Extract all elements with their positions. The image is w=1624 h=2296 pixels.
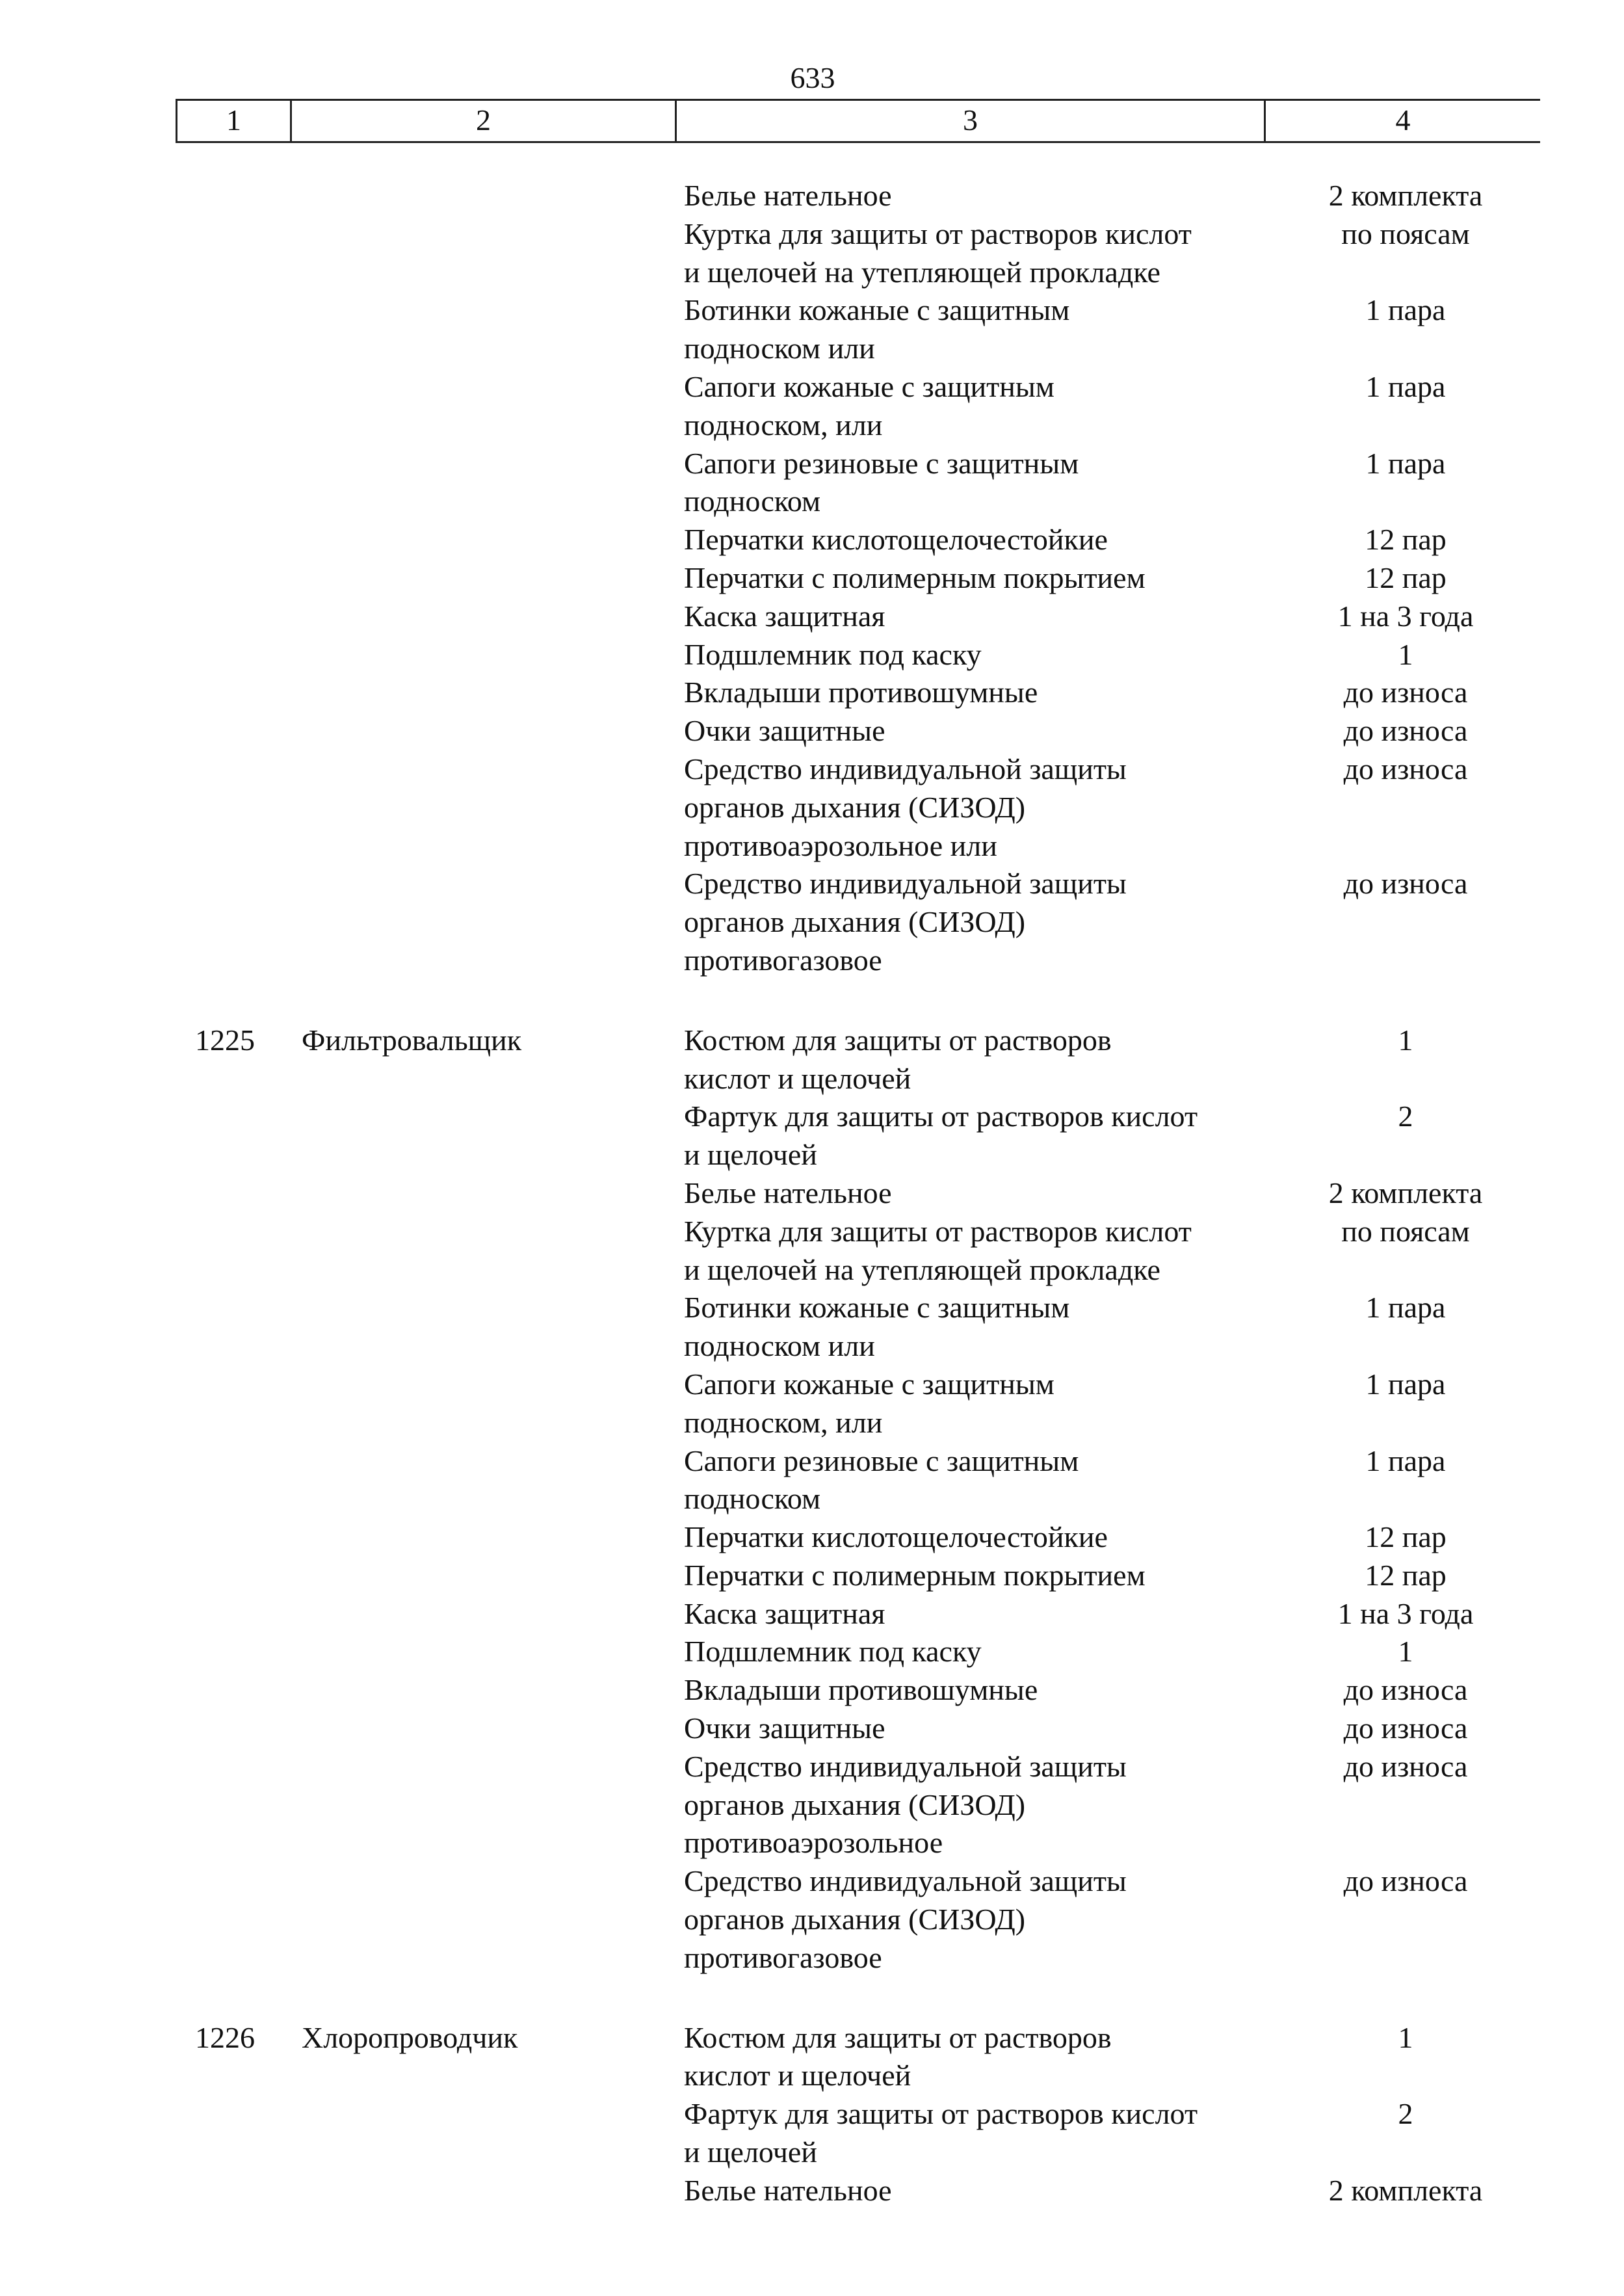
ppe-item-name: Белье нательное [684, 2173, 892, 2207]
ppe-item-name: Средство индивидуальной защиты органов дыхания (СИЗОД) противоаэрозольное [684, 1749, 1127, 1860]
table-header [176, 99, 1540, 143]
header-col-1: 1 [177, 101, 292, 141]
ppe-issue-norm: 2 комплекта [1328, 1176, 1483, 1209]
table-row [0, 521, 1624, 559]
table-row [0, 674, 1624, 712]
ppe-issue-norm: 1 [1398, 637, 1413, 671]
ppe-issue-norm: до износа [1343, 676, 1468, 709]
ppe-item-name: Вкладыши противошумные [684, 676, 1038, 709]
ppe-item-name: Костюм для защиты от растворов кислот и щелочей [684, 2020, 1112, 2092]
table-row [0, 636, 1624, 674]
table-row [0, 1098, 1624, 1174]
table-row [0, 1518, 1624, 1557]
table-row [0, 368, 1624, 445]
ppe-item-name: Сапоги резиновые с защитным подноском [684, 1444, 1079, 1516]
table-row [0, 1289, 1624, 1366]
ppe-issue-norm: 2 [1398, 2097, 1413, 2131]
ppe-item-name: Перчатки с полимерным покрытием [684, 1558, 1146, 1592]
ppe-item-name: Фартук для защиты от растворов кислот и щелочей [684, 2097, 1198, 2169]
ppe-item-name: Средство индивидуальной защиты органов дыхания (СИЗОД) противогазовое [684, 1864, 1127, 1974]
ppe-item-name: Сапоги резиновые с защитным подноском [684, 446, 1079, 518]
block-rows [0, 2019, 1624, 2210]
ppe-issue-norm: по поясам [1341, 1214, 1470, 1248]
table-row [0, 1213, 1624, 1289]
ppe-issue-norm: 1 пара [1365, 446, 1446, 480]
ppe-item-name: Сапоги кожаные с защитным подноском, или [684, 369, 1054, 442]
ppe-issue-norm: 2 [1398, 1100, 1413, 1133]
ppe-issue-norm: до износа [1343, 752, 1468, 785]
profession-block-1225 [0, 1022, 1624, 1977]
block-rows [0, 1022, 1624, 1977]
ppe-item-name: Куртка для защиты от растворов кислот и щелочей на утепляющей прокладке [684, 217, 1192, 289]
profession-block-1226 [0, 2019, 1624, 2210]
table-row [0, 1174, 1624, 1213]
ppe-issue-norm: до износа [1343, 1673, 1468, 1707]
table-row [0, 2095, 1624, 2172]
table-row [0, 1748, 1624, 1862]
ppe-item-name: Ботинки кожаные с защитным подноском или [684, 293, 1070, 365]
ppe-item-name: Куртка для защиты от растворов кислот и щелочей на утепляющей прокладке [684, 1214, 1192, 1286]
ppe-issue-norm: 1 на 3 года [1337, 599, 1474, 633]
ppe-item-name: Подшлемник под каску [684, 637, 982, 671]
table-row [0, 2172, 1624, 2210]
ppe-issue-norm: 1 пара [1365, 369, 1446, 403]
ppe-issue-norm: 1 [1398, 2020, 1413, 2054]
ppe-issue-norm: 12 пар [1365, 561, 1447, 594]
ppe-issue-norm: 12 пар [1365, 1558, 1447, 1592]
ppe-item-name: Средство индивидуальной защиты органов дыхания (СИЗОД) противоаэрозольное или [684, 752, 1127, 862]
ppe-issue-norm: 1 [1398, 1023, 1413, 1057]
ppe-issue-norm: 1 пара [1365, 1291, 1446, 1325]
profession-number: 1225 [195, 1023, 255, 1057]
ppe-issue-norm: до износа [1343, 1711, 1468, 1745]
table-row [0, 1595, 1624, 1633]
ppe-issue-norm: до износа [1343, 867, 1468, 901]
table-row [0, 445, 1624, 521]
ppe-item-name: Белье нательное [684, 179, 892, 212]
ppe-issue-norm: 2 комплекта [1328, 2173, 1483, 2207]
header-col-2: 2 [292, 101, 677, 141]
ppe-issue-norm: 12 пар [1365, 523, 1447, 557]
table-row [0, 750, 1624, 865]
table-row [0, 1557, 1624, 1595]
continued-block [0, 177, 1624, 980]
ppe-item-name: Перчатки кислотощелочестойкие [684, 1520, 1108, 1554]
ppe-item-name: Фартук для защиты от растворов кислот и щелочей [684, 1100, 1198, 1172]
ppe-item-name: Средство индивидуальной защиты органов дыхания (СИЗОД) противогазовое [684, 867, 1127, 977]
ppe-issue-norm: 1 на 3 года [1337, 1596, 1474, 1630]
table-body [0, 156, 1624, 2252]
ppe-item-name: Костюм для защиты от растворов кислот и щелочей [684, 1023, 1112, 1095]
ppe-issue-norm: 1 [1398, 1635, 1413, 1669]
page-number: 633 [790, 61, 835, 94]
table-row [0, 712, 1624, 750]
header-col-4: 4 [1395, 103, 1411, 137]
table-row [0, 865, 1624, 979]
ppe-issue-norm: до износа [1343, 1749, 1468, 1783]
table-row [0, 1862, 1624, 1977]
table-row [0, 1366, 1624, 1442]
table-row [0, 559, 1624, 598]
table-row [0, 1709, 1624, 1748]
ppe-item-name: Очки защитные [684, 1711, 885, 1745]
ppe-issue-norm: 2 комплекта [1328, 179, 1483, 212]
ppe-item-name: Перчатки кислотощелочестойкие [684, 523, 1108, 557]
ppe-item-name: Ботинки кожаные с защитным подноском или [684, 1291, 1070, 1363]
ppe-item-name: Каска защитная [684, 599, 885, 633]
table-row [0, 1442, 1624, 1519]
table-row [0, 1633, 1624, 1671]
header-col-3: 3 [677, 101, 1266, 141]
ppe-item-name: Подшлемник под каску [684, 1635, 982, 1669]
ppe-item-name: Перчатки с полимерным покрытием [684, 561, 1146, 594]
table-row [0, 291, 1624, 368]
ppe-issue-norm: по поясам [1341, 217, 1470, 250]
block-rows [0, 177, 1624, 980]
table-row [0, 598, 1624, 636]
ppe-item-name: Вкладыши противошумные [684, 1673, 1038, 1707]
profession-name: Хлоропроводчик [302, 2020, 518, 2054]
profession-number: 1226 [195, 2020, 255, 2054]
ppe-item-name: Очки защитные [684, 714, 885, 748]
ppe-issue-norm: 1 пара [1365, 1367, 1446, 1401]
ppe-issue-norm: до износа [1343, 1864, 1468, 1898]
table-row [0, 177, 1624, 215]
ppe-item-name: Сапоги кожаные с защитным подноском, или [684, 1367, 1054, 1439]
table-row [0, 1671, 1624, 1709]
ppe-issue-norm: 1 пара [1365, 1444, 1446, 1477]
profession-name: Фильтровальщик [302, 1023, 522, 1057]
ppe-item-name: Каска защитная [684, 1596, 885, 1630]
ppe-issue-norm: 1 пара [1365, 293, 1446, 327]
ppe-item-name: Белье нательное [684, 1176, 892, 1209]
ppe-issue-norm: до износа [1343, 714, 1468, 748]
ppe-issue-norm: 12 пар [1365, 1520, 1447, 1554]
table-row [0, 215, 1624, 292]
